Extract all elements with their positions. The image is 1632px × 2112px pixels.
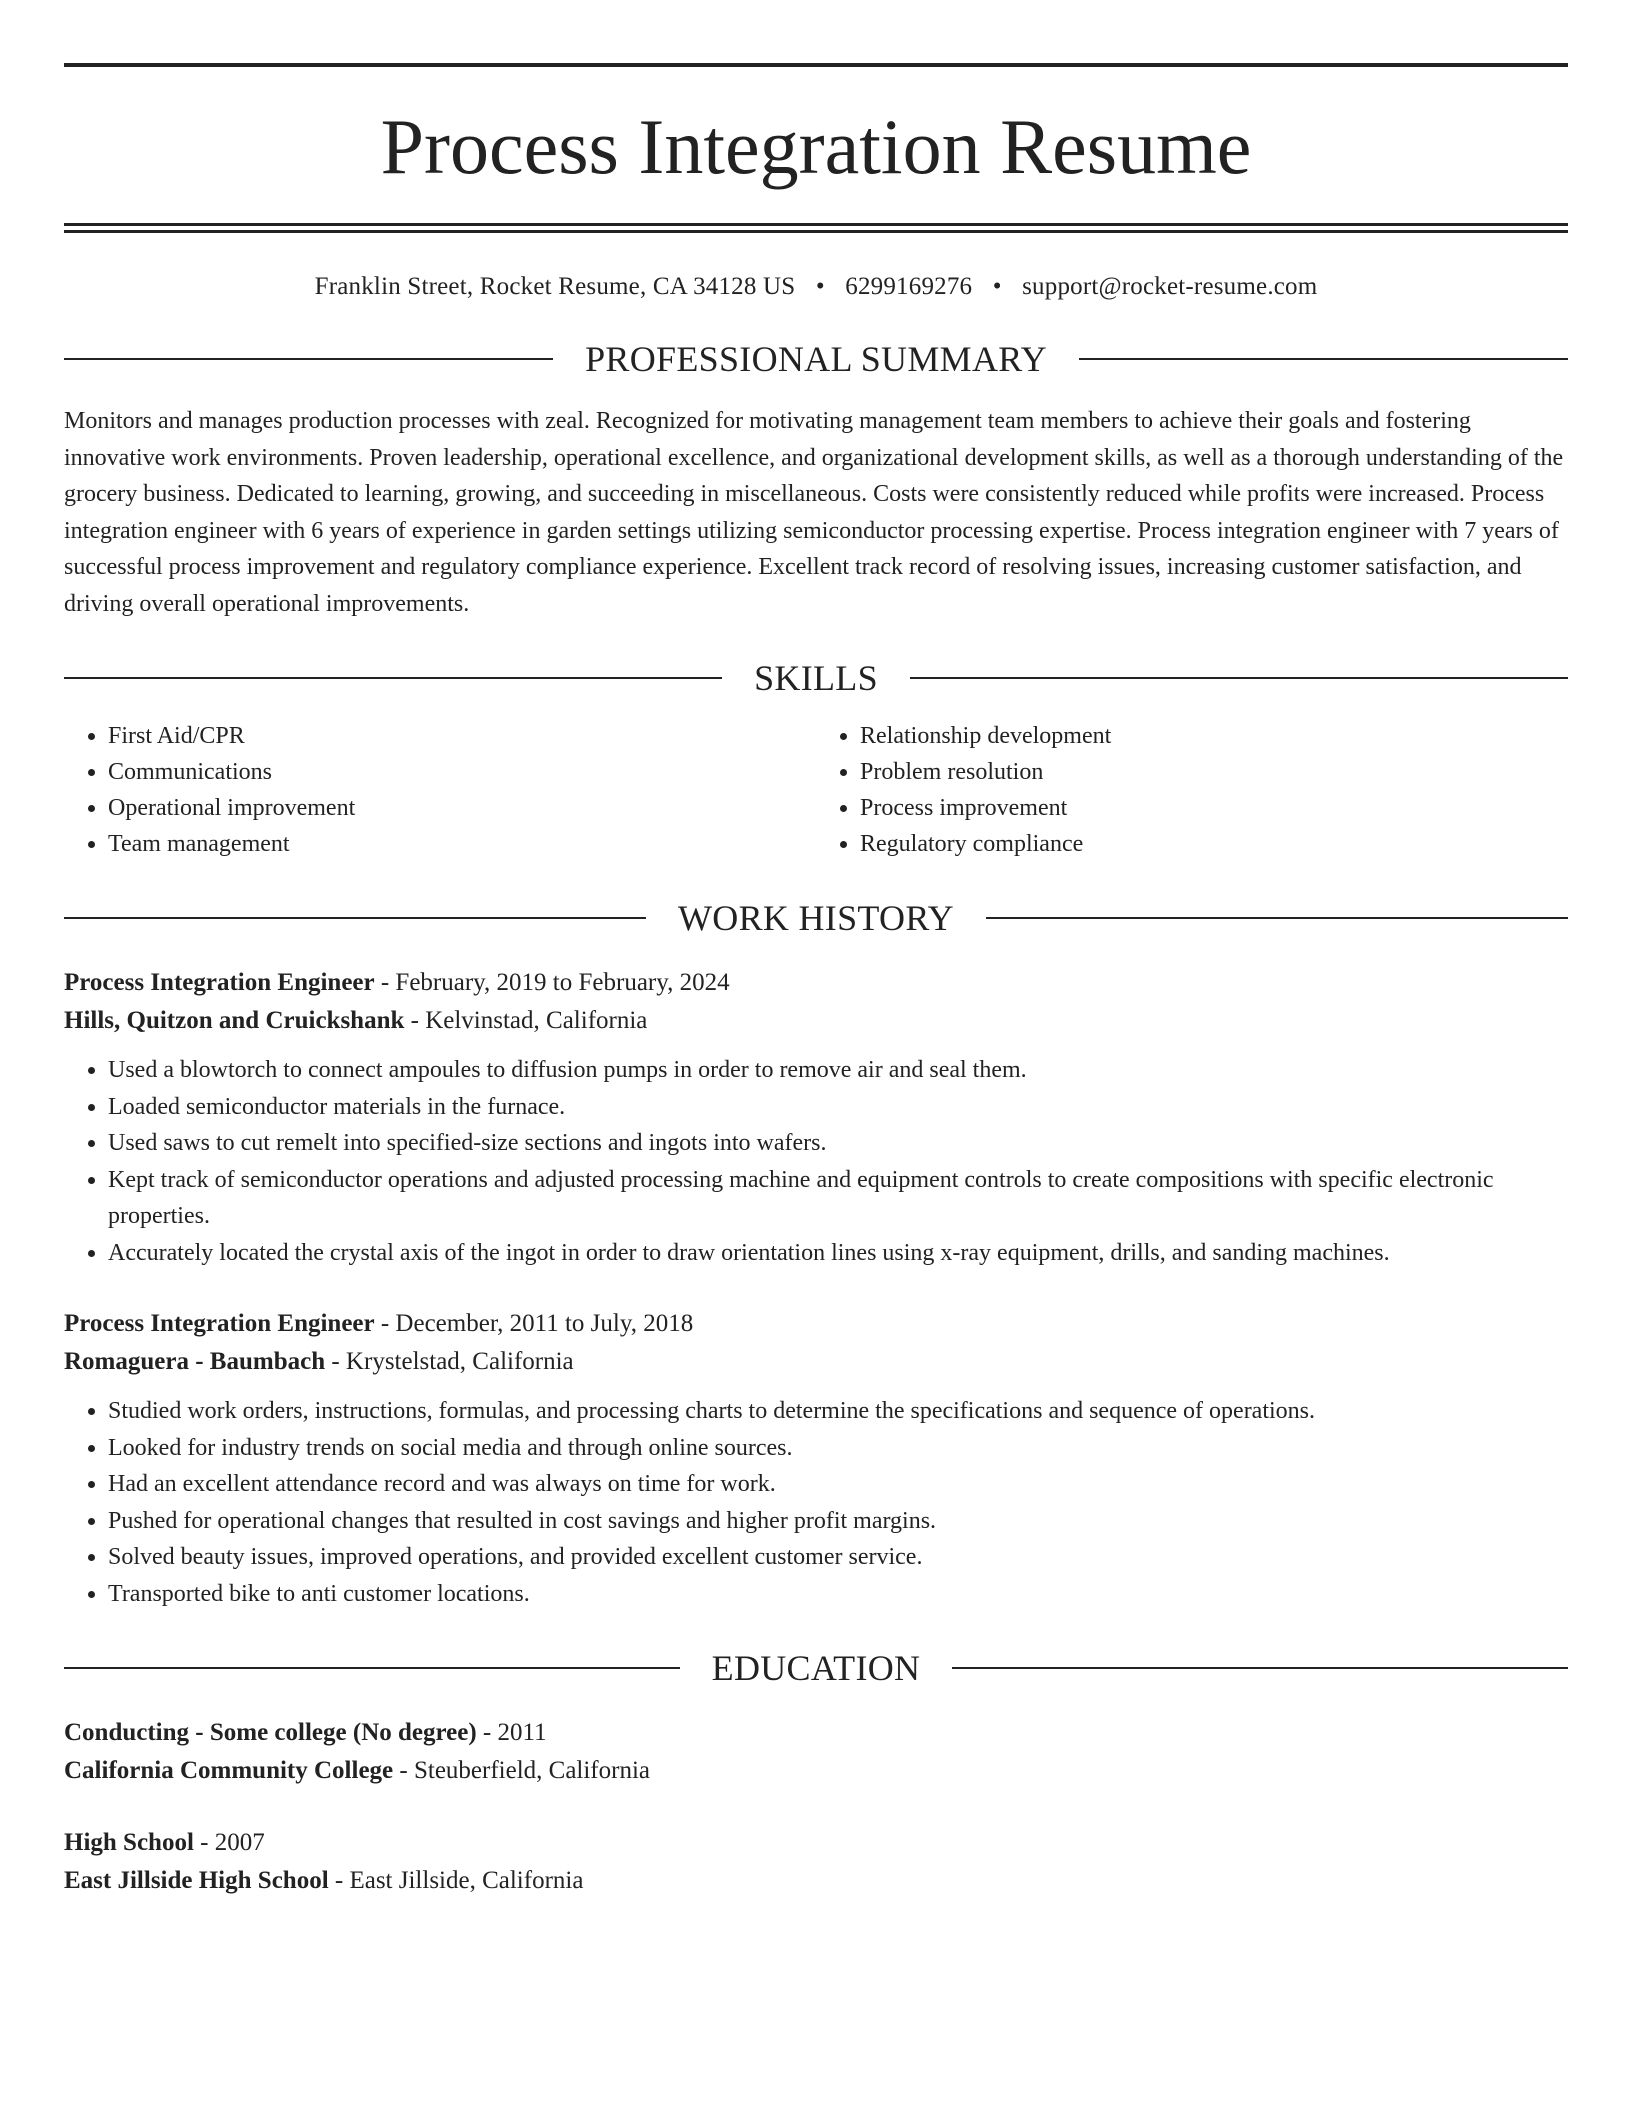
- top-rule: [64, 63, 1568, 67]
- job-company: Romaguera - Baumbach: [64, 1348, 326, 1375]
- education-degree-line: [64, 1714, 1568, 1752]
- skill-item: • Problem resolution: [860, 754, 1568, 790]
- contact-email[interactable]: support@rocket-resume.com: [1022, 273, 1318, 300]
- job-title: Process Integration Engineer: [64, 1310, 375, 1337]
- contact-phone: 6299169276: [845, 273, 973, 300]
- section-header-education: [64, 1646, 1568, 1690]
- job-bullet: • Kept track of semiconductor operations and adjusted processing machine and equipment controls to create compositions with specific electronic properties.: [108, 1162, 1568, 1235]
- section-rule: [952, 1667, 1568, 1669]
- education-degree-line: [64, 1824, 1568, 1862]
- job-bullet: • Solved beauty issues, improved operations, and provided excellent customer service.: [108, 1539, 1568, 1576]
- section-header-summary: [64, 337, 1568, 381]
- job-bullet: • Studied work orders, instructions, formulas, and processing charts to determine the specifications and sequence of operations.: [108, 1393, 1568, 1430]
- skill-item: • First Aid/CPR: [108, 718, 816, 754]
- skills-column-left: [64, 718, 816, 862]
- contact-separator: •: [992, 273, 1002, 300]
- resume-title: Process Integration Resume: [380, 103, 1252, 190]
- section-header-skills: [64, 656, 1568, 700]
- job-bullet: • Accurately located the crystal axis of the ingot in order to draw orientation lines using x-ray equipment, drills, and sanding machines.: [108, 1235, 1568, 1272]
- section-rule: [64, 1667, 680, 1669]
- education-degree: Conducting - Some college (No degree): [64, 1719, 477, 1746]
- section-rule: [986, 917, 1568, 919]
- job-dates: - February, 2019 to February, 2024: [374, 969, 730, 996]
- section-rule: [64, 917, 646, 919]
- section-title-education: EDUCATION: [711, 1648, 921, 1688]
- skill-item: • Process improvement: [860, 790, 1568, 826]
- section-rule: [64, 677, 722, 679]
- section-header-work: [64, 896, 1568, 940]
- skill-item: • Regulatory compliance: [860, 826, 1568, 862]
- job-company-line: [64, 1343, 1568, 1381]
- skill-item: • Communications: [108, 754, 816, 790]
- job-title-line: [64, 1305, 1568, 1343]
- education-degree: High School: [64, 1829, 194, 1856]
- job-title-line: [64, 964, 1568, 1002]
- education-year: - 2011: [476, 1719, 547, 1746]
- section-title-skills: SKILLS: [754, 658, 878, 698]
- skill-item: • Relationship development: [860, 718, 1568, 754]
- job-bullets: [64, 1393, 1568, 1612]
- section-title-work: WORK HISTORY: [678, 898, 954, 938]
- job-company: Hills, Quitzon and Cruickshank: [64, 1007, 405, 1034]
- job-bullet: • Pushed for operational changes that resulted in cost savings and higher profit margins.: [108, 1503, 1568, 1540]
- job-dates: - December, 2011 to July, 2018: [374, 1310, 694, 1337]
- education-year: - 2007: [193, 1829, 265, 1856]
- skills-column-right: [816, 718, 1568, 862]
- skills-list: [64, 718, 1568, 862]
- contact-separator: •: [815, 273, 825, 300]
- education-school: East Jillside High School: [64, 1867, 329, 1894]
- job-bullet: • Had an excellent attendance record and was always on time for work.: [108, 1466, 1568, 1503]
- education-school-line: [64, 1862, 1568, 1900]
- contact-line: [64, 271, 1568, 303]
- education-entry: [64, 1824, 1568, 1900]
- job-title: Process Integration Engineer: [64, 969, 375, 996]
- job-company-line: [64, 1002, 1568, 1040]
- job-entry: [64, 1305, 1568, 1612]
- job-bullet: • Used a blowtorch to connect ampoules to diffusion pumps in order to remove air and seal them.: [108, 1052, 1568, 1089]
- education-school-line: [64, 1752, 1568, 1790]
- job-location: - Kelvinstad, California: [404, 1007, 648, 1034]
- contact-address: Franklin Street, Rocket Resume, CA 34128 US: [314, 273, 796, 300]
- skill-item: • Operational improvement: [108, 790, 816, 826]
- section-rule: [64, 358, 553, 360]
- education-school: California Community College: [64, 1757, 394, 1784]
- job-bullet: • Used saws to cut remelt into specified-size sections and ingots into wafers.: [108, 1125, 1568, 1162]
- skill-item: • Team management: [108, 826, 816, 862]
- job-entry: [64, 964, 1568, 1271]
- job-bullet: • Loaded semiconductor materials in the furnace.: [108, 1089, 1568, 1126]
- education-location: - East Jillside, California: [328, 1867, 584, 1894]
- summary-paragraph: Monitors and manages production processes with zeal. Recognized for motivating management team members to achieve their goals and fostering innovative work environments. Proven leadership, operational excellence, and organizational development skills, as well as a thorough understanding of the grocery business. Dedicated to learning, growing, and succeeding in miscellaneous. Costs were consistently reduced while profits were increased. Process integration engineer with 6 years of experience in garden settings utilizing semiconductor processing expertise. Process integration engineer with 7 years of successful process improvement and regulatory compliance experience. Excellent track record of resolving issues, increasing customer satisfaction, and driving overall operational improvements.: [64, 408, 1564, 617]
- education-entry: [64, 1714, 1568, 1790]
- job-bullet: • Transported bike to anti customer locations.: [108, 1576, 1568, 1613]
- job-bullet: • Looked for industry trends on social media and through online sources.: [108, 1430, 1568, 1467]
- section-rule: [1079, 358, 1568, 360]
- job-location: - Krystelstad, California: [325, 1348, 574, 1375]
- job-bullets: [64, 1052, 1568, 1271]
- section-title-summary: PROFESSIONAL SUMMARY: [585, 339, 1047, 379]
- education-location: - Steuberfield, California: [393, 1757, 651, 1784]
- section-rule: [910, 677, 1568, 679]
- title-double-rule: [64, 223, 1568, 233]
